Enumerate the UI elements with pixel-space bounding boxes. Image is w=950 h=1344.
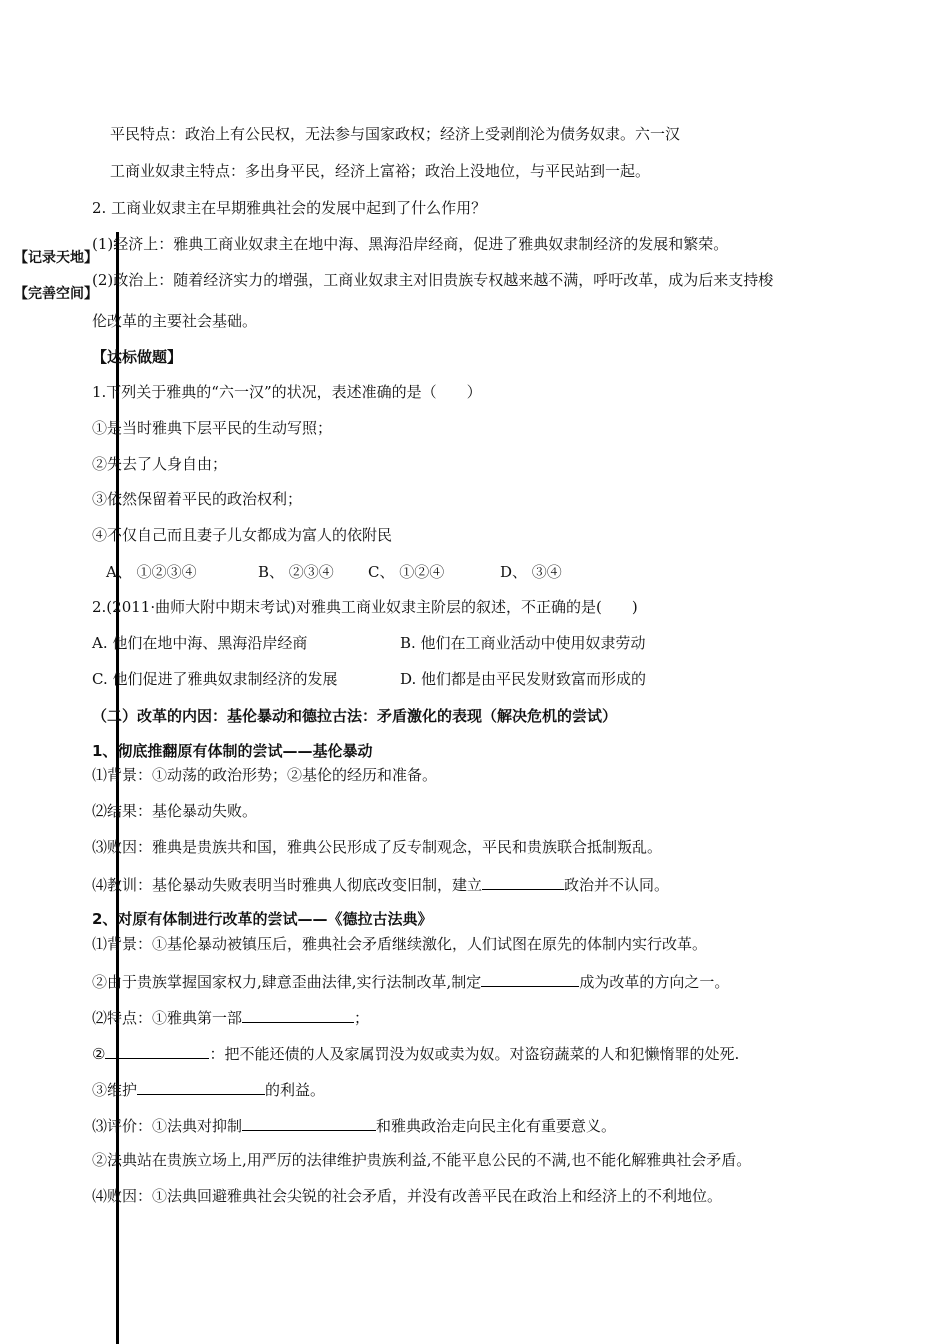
exercise-q1-item4: ④不仅自己而且妻子儿女都成为富人的依附民	[92, 526, 393, 544]
section2-sub1-cause: ⑶败因：雅典是贵族共和国，雅典公民形成了反专制观念，平民和贵族联合抵制叛乱。	[92, 838, 663, 856]
exercise-q1-item2: ②失去了人身自由；	[92, 455, 228, 473]
exercise-q1-choice-d[interactable]: D、 ③④	[500, 563, 562, 581]
text-merchant-traits: 工商业奴隶主特点：多出身平民，经济上富裕；政治上没地位，与平民站到一起。	[110, 162, 651, 180]
section2-sub1-lesson	[92, 873, 669, 895]
section2-sub2-background: ⑴背景：①基伦暴动被镇压后，雅典社会矛盾继续激化，人们试图在原先的体制内实行改革。	[92, 935, 708, 953]
exercise-q2-choice-c[interactable]: C. 他们促进了雅典奴隶制经济的发展	[92, 670, 338, 688]
feature2-text-post: ：把不能还债的人及家属罚没为奴或卖为奴。对盗窃蔬菜的人和犯懒惰罪的处死.	[209, 1045, 740, 1063]
exercise-q2-choice-b[interactable]: B. 他们在工商业活动中使用奴隶劳动	[400, 634, 646, 652]
answer-political-cont: 伦改革的主要社会基础。	[92, 312, 258, 330]
answer-political: (2)政治上：随着经济实力的增强，工商业奴隶主对旧贵族专权越来越不满，呼吁改革，成为后来支持梭	[92, 271, 774, 289]
sidebar-label-improve: 【完善空间】	[14, 286, 98, 302]
exercise-q2-choice-a[interactable]: A. 他们在地中海、黑海沿岸经商	[92, 634, 308, 652]
section2-sub1-result: ⑵结果：基伦暴动失败。	[92, 802, 258, 820]
evaluation-text-pre: ⑶评价：①法典对抑制	[92, 1117, 243, 1135]
exercise-q1-choice-b[interactable]: B、 ②③④	[258, 563, 334, 581]
exercise-q2-choice-d[interactable]: D. 他们都是由平民发财致富而形成的	[400, 670, 647, 688]
bg2-text-pre: ②由于贵族掌握国家权力,肆意歪曲法律,实行法制改革,制定	[92, 973, 482, 991]
text-commoner-traits: 平民特点：政治上有公民权，无法参与国家政权；经济上受剥削沦为债务奴隶。六一汉	[110, 125, 681, 143]
feature3-text-post: 的利益。	[265, 1081, 326, 1099]
feature1-text-post: ；	[354, 1009, 370, 1027]
sidebar-label-record: 【记录天地】	[14, 250, 98, 266]
feature3-text-pre: ③维护	[92, 1081, 138, 1099]
section2-sub2-failure: ⑷败因：①法典回避雅典社会尖锐的社会矛盾，并没有改善平民在政治上和经济上的不利地位。	[92, 1187, 723, 1205]
feature2-text-pre: ②	[92, 1045, 106, 1063]
exercise-heading: 【达标做题】	[92, 348, 183, 366]
lesson-text-pre: ⑷教训：基伦暴动失败表明当时雅典人彻底改变旧制，建立	[92, 876, 483, 894]
feature1-text-pre: ⑵特点：①雅典第一部	[92, 1009, 243, 1027]
exercise-q1: 1.下列关于雅典的“六一汉”的状况，表述准确的是（ ）	[92, 383, 482, 401]
exercise-q1-item3: ③依然保留着平民的政治权利；	[92, 490, 303, 508]
section2-sub1-background: ⑴背景：①动荡的政治形势；②基伦的经历和准备。	[92, 766, 438, 784]
question-merchant-role: 2. 工商业奴隶主在早期雅典社会的发展中起到了什么作用？	[92, 199, 487, 217]
section2-sub2-heading: 2、对原有体制进行改革的尝试——《德拉古法典》	[92, 910, 433, 928]
section2-sub2-feature2	[92, 1042, 739, 1064]
fill-blank-3[interactable]	[242, 1006, 354, 1023]
fill-blank-1[interactable]	[482, 873, 564, 890]
section2-sub2-feature1	[92, 1006, 369, 1028]
fill-blank-5[interactable]	[137, 1078, 265, 1095]
section2-sub2-feature3	[92, 1078, 325, 1100]
fill-blank-6[interactable]	[242, 1114, 376, 1131]
bg2-text-post: 成为改革的方向之一。	[579, 973, 730, 991]
section2-sub1-heading: 1、彻底推翻原有体制的尝试——基伦暴动	[92, 742, 373, 760]
section2-sub2-evaluation2: ②法典站在贵族立场上,用严厉的法律维护贵族利益,不能平息公民的不满,也不能化解雅典社会矛盾。	[92, 1151, 752, 1169]
exercise-q1-choice-a[interactable]: A、 ①②③④	[106, 563, 197, 581]
exercise-q1-item1: ①是当时雅典下层平民的生动写照；	[92, 419, 333, 437]
answer-economic: (1)经济上：雅典工商业奴隶主在地中海、黑海沿岸经商，促进了雅典奴隶制经济的发展和繁荣。	[92, 235, 729, 253]
section2-sub2-background2	[92, 970, 729, 992]
fill-blank-2[interactable]	[481, 970, 579, 987]
evaluation-text-post: 和雅典政治走向民主化有重要意义。	[376, 1117, 617, 1135]
fill-blank-4[interactable]	[105, 1042, 209, 1059]
lesson-text-post: 政治并不认同。	[564, 876, 670, 894]
exercise-q1-choice-c[interactable]: C、 ①②④	[368, 563, 445, 581]
section2-heading: （二）改革的内因：基伦暴动和德拉古法：矛盾激化的表现（解决危机的尝试）	[92, 707, 618, 725]
exercise-q2: 2.(2011·曲师大附中期末考试)对雅典工商业奴隶主阶层的叙述，不正确的是( )	[92, 598, 638, 616]
section2-sub2-evaluation	[92, 1114, 616, 1136]
